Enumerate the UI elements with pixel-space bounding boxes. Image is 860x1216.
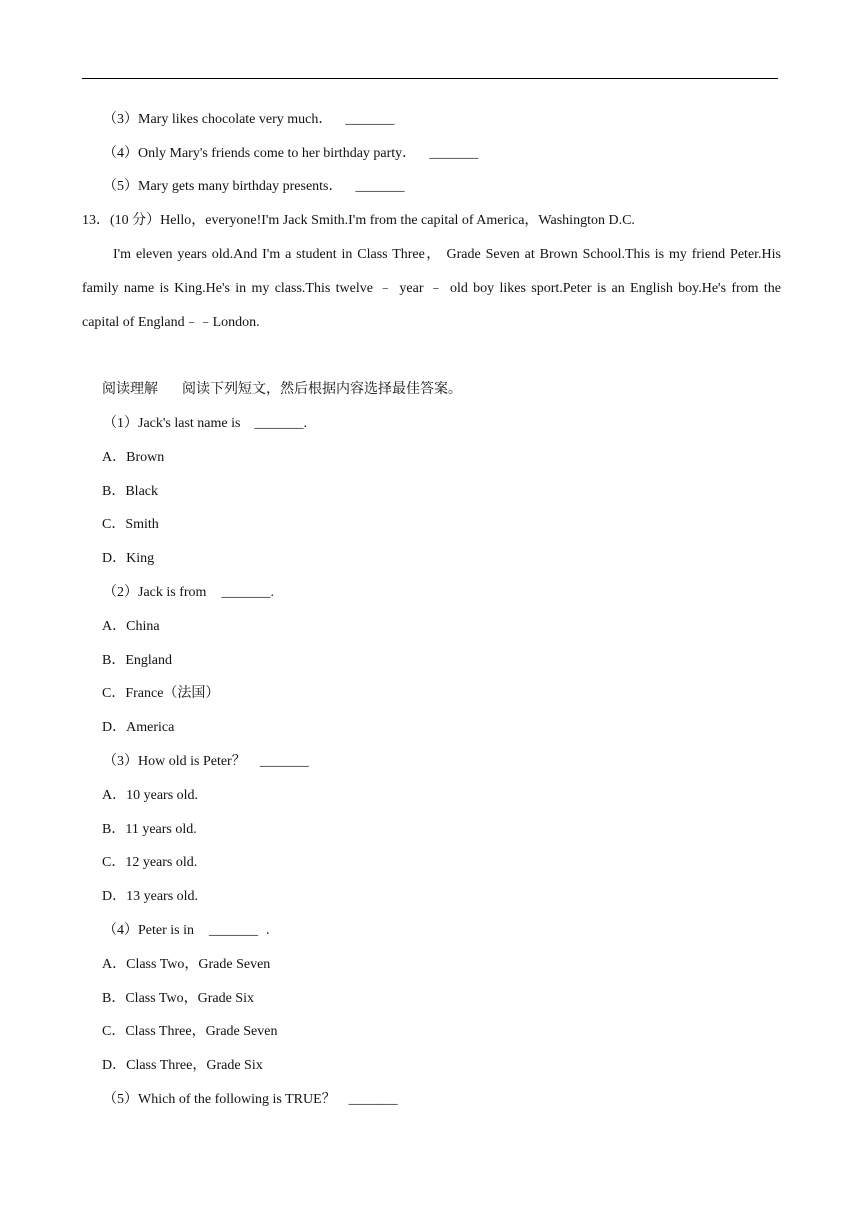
answer-blank[interactable]: _______ [209,923,258,938]
reading-passage: I'm eleven years old.And I'm a student in Class Three， Grade Seven at Brown School.This is my friend Peter.His family name is King.He's in my class.This twelve ﹣ year ﹣ old boy likes sport.Peter is an English boy.He's from the capital of England﹣﹣London. [82,247,781,330]
prev-item-5: （5）Mary gets many birthday presents． _______ [103,179,405,194]
option-4b[interactable]: B．Class Two，Grade Six [102,991,254,1006]
option-1a[interactable]: A．Brown [102,450,165,465]
option-1b[interactable]: B．Black [102,484,158,499]
option-1d[interactable]: D．King [102,551,155,566]
instruction-text: 阅读下列短文，然后根据内容选择最佳答案。 [182,382,462,397]
option-2b[interactable]: B．England [102,653,172,668]
option-3c[interactable]: C．12 years old. [102,855,198,870]
sub-question-3: （3）How old is Peter？ _______ [103,754,309,769]
option-2a[interactable]: A．China [102,619,160,634]
answer-blank[interactable]: _______ [355,179,405,194]
option-1c[interactable]: C．Smith [102,517,159,532]
answer-blank[interactable]: _______ [348,1092,398,1107]
answer-blank[interactable]: _______ [345,112,395,127]
option-3d[interactable]: D．13 years old. [102,889,199,904]
answer-blank[interactable]: _______ [221,585,271,600]
section-label: 阅读理解 [102,382,158,397]
sub-question-5: （5）Which of the following is TRUE？ _______ [103,1092,398,1107]
answer-blank[interactable]: _______ [429,146,479,161]
question-13-heading: 13．(10 分）Hello，everyone!I'm Jack Smith.I'm from the capital of America，Washington D.C. [82,213,635,228]
option-2d[interactable]: D．America [102,720,175,735]
prev-item-3: （3）Mary likes chocolate very much． _______ [103,112,395,127]
prev-item-4: （4）Only Mary's friends come to her birthday party． _______ [103,146,479,161]
answer-blank[interactable]: _______ [259,754,309,769]
option-2c[interactable]: C．France（法国） [102,686,220,701]
option-4c[interactable]: C．Class Three，Grade Seven [102,1024,278,1039]
answer-blank[interactable]: _______ [254,416,304,431]
option-4a[interactable]: A．Class Two，Grade Seven [102,957,271,972]
header-rule [82,78,778,79]
sub-question-4: （4）Peter is in _______ . [103,923,270,938]
option-3b[interactable]: B．11 years old. [102,822,197,837]
option-4d[interactable]: D．Class Three，Grade Six [102,1058,263,1073]
sub-question-2: （2）Jack is from _______. [103,585,274,600]
section-instruction [102,380,462,400]
sub-question-1: （1）Jack's last name is _______. [103,416,307,431]
option-3a[interactable]: A．10 years old. [102,788,199,803]
